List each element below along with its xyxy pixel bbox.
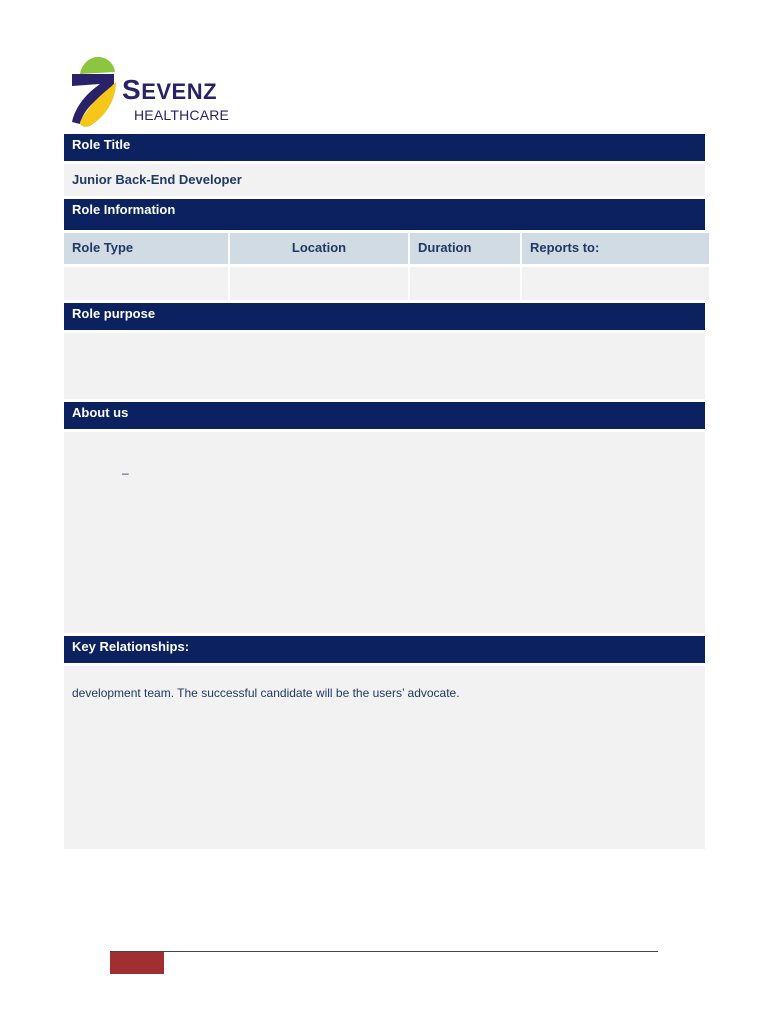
role-title-header: Role Title	[64, 134, 705, 161]
key-relationships-panel	[64, 666, 705, 849]
role-information-header: Role Information	[64, 199, 705, 230]
logo-mark-icon	[70, 56, 122, 128]
company-logo	[70, 56, 240, 128]
column-header-reports-to: Reports to:	[522, 233, 709, 264]
role-information-values	[64, 267, 705, 300]
about-us-header: About us	[64, 402, 705, 429]
logo-wordmark: SEVENZ	[122, 74, 218, 105]
column-header-location: Location	[230, 233, 408, 264]
reports-to-cell	[522, 267, 709, 300]
column-header-duration: Duration	[410, 233, 520, 264]
about-us-dash: –	[122, 466, 129, 480]
role-information-table	[64, 233, 705, 264]
footer-divider	[110, 951, 658, 952]
logo-subtitle: HEALTHCARE	[134, 107, 230, 123]
location-cell	[230, 267, 408, 300]
role-type-cell	[64, 267, 228, 300]
duration-cell	[410, 267, 520, 300]
key-relationships-text: development team. The successful candidate will be the users’ advocate.	[72, 686, 460, 700]
role-title-value: Junior Back-End Developer	[64, 164, 705, 196]
role-purpose-panel	[64, 333, 705, 399]
key-relationships-header: Key Relationships:	[64, 636, 705, 663]
job-description-form	[64, 134, 705, 849]
column-header-role-type: Role Type	[64, 233, 228, 264]
footer-accent-block	[110, 952, 164, 974]
about-us-panel	[64, 432, 705, 633]
role-purpose-header: Role purpose	[64, 303, 705, 330]
